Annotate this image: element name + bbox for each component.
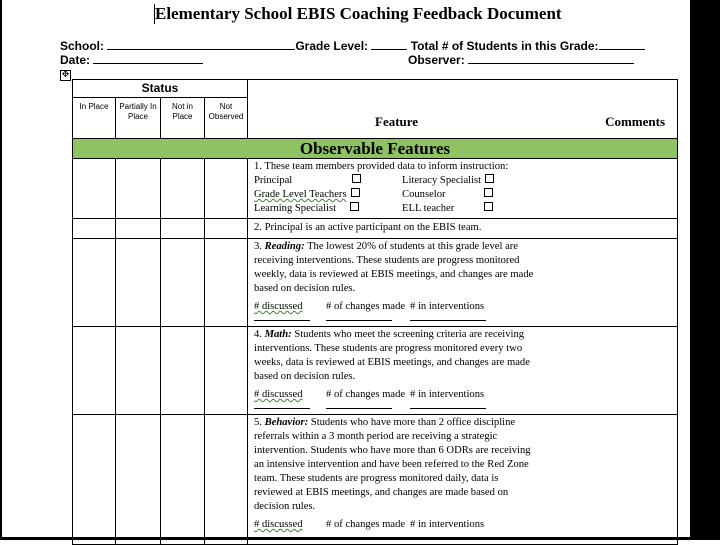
date-line	[60, 52, 203, 67]
status-cell[interactable]	[161, 219, 205, 239]
section-row	[73, 139, 678, 159]
feature-header: Feature	[375, 114, 419, 129]
school-line	[60, 38, 645, 53]
tally-fields	[254, 532, 673, 542]
status-cell[interactable]	[116, 239, 161, 327]
status-cell[interactable]	[116, 327, 161, 415]
status-cell[interactable]	[73, 415, 116, 545]
grade-label: Grade Level:	[295, 39, 369, 53]
feature-3-title: Reading:	[264, 241, 305, 252]
feature-4-paragraph: 4. Math: Students who meet the screening criteria are receiving interventions. These students are progress monitored every two weeks, data is reviewed at EBIS meetings, and changes are made based on decision rules.	[254, 329, 530, 382]
tally-field[interactable]	[254, 532, 310, 539]
feature-5-paragraph: 5. Behavior: Students who have more than 2 office discipline referrals within a 3 month period are receiving a strategic intervention. Students who have more than 6 ODRs are receiving an intensive intervention and have been referred to the Red Zone team. These students are progress monitored daily, data is reviewed at EBIS meetings, and changes are made based on decision rules.	[254, 417, 531, 512]
page-border-left	[0, 0, 2, 540]
status-cell[interactable]	[73, 219, 116, 239]
status-col-in-place: In Place	[73, 98, 116, 139]
status-header: Status	[73, 80, 248, 98]
feature-row	[73, 159, 678, 219]
document-title: Elementary School EBIS Coaching Feedback Document	[155, 4, 562, 23]
status-cell[interactable]	[205, 415, 248, 545]
total-field[interactable]	[599, 38, 645, 50]
status-cell[interactable]	[161, 239, 205, 327]
role-ell: ELL teacher	[402, 203, 455, 214]
tally-labels: # discussed # of changes made # in interventions	[254, 301, 485, 312]
role-learning: Learning Specialist	[254, 203, 337, 214]
feature-3-cell	[248, 239, 678, 327]
feature-5-text: Students who have more than 2 office discipline referrals within a 3 month period are receiving a strategic intervention. Students who have more than 6 ODRs are receiving an intensive intervention and have been referred to the Red Zone team. These students are progress monitored daily, data is reviewed at EBIS meetings, and changes are made based on decision rules.	[254, 417, 531, 512]
date-field[interactable]	[93, 52, 203, 64]
feature-5-cell	[248, 415, 678, 545]
page-border-right	[690, 0, 720, 540]
feature-row	[73, 219, 678, 239]
checkbox-literacy[interactable]	[485, 174, 494, 183]
feature-row	[73, 239, 678, 327]
tally-labels: # discussed # of changes made # in interventions	[254, 389, 485, 400]
feature-1-intro: 1. These team members provided data to inform instruction:	[254, 161, 509, 172]
tally-field[interactable]	[410, 314, 486, 321]
role-principal: Principal	[254, 175, 293, 186]
section-title: Observable Features	[73, 139, 678, 159]
feature-row	[73, 327, 678, 415]
tally-field[interactable]	[326, 532, 392, 539]
checkbox-ell[interactable]	[484, 202, 493, 211]
comments-header: Comments	[605, 114, 665, 129]
feature-4-cell	[248, 327, 678, 415]
feature-2-text: 2. Principal is an active participant on the EBIS team.	[248, 219, 678, 239]
tally-field[interactable]	[410, 402, 486, 409]
feature-3-paragraph: 3. Reading: The lowest 20% of students at this grade level are receiving interventions. These students are progress monitored weekly, data is reviewed at EBIS meetings, and changes are made based on decision rules.	[254, 241, 534, 294]
status-cell[interactable]	[73, 327, 116, 415]
tally-labels: # discussed # of changes made # in interventions	[254, 519, 485, 530]
checkbox-counselor[interactable]	[484, 188, 493, 197]
role-grade-level: Grade Level Teachers	[254, 189, 347, 200]
school-field[interactable]	[107, 38, 295, 50]
status-cell[interactable]	[161, 159, 205, 219]
status-cell[interactable]	[116, 415, 161, 545]
feature-1-cell	[248, 159, 678, 219]
feature-comments-header	[248, 80, 678, 139]
team-checklist	[254, 174, 673, 216]
role-literacy: Literacy Specialist	[402, 175, 482, 186]
status-cell[interactable]	[161, 327, 205, 415]
feature-row	[73, 415, 678, 545]
observer-field[interactable]	[468, 52, 634, 64]
tally-fields	[254, 314, 673, 324]
role-counselor: Counselor	[402, 189, 446, 200]
feature-4-title: Math:	[264, 329, 292, 340]
features-table	[72, 79, 678, 545]
status-cell[interactable]	[205, 219, 248, 239]
checkbox-learning[interactable]	[350, 202, 359, 211]
status-cell[interactable]	[116, 219, 161, 239]
tally-field[interactable]	[254, 314, 310, 321]
status-cell[interactable]	[73, 159, 116, 219]
table-move-handle-icon[interactable]: ✥	[61, 70, 70, 80]
status-cell[interactable]	[205, 239, 248, 327]
feature-3-text: The lowest 20% of students at this grade level are receiving interventions. These students are progress monitored weekly, data is reviewed at EBIS meetings, and changes are made based on decision rules.	[254, 241, 534, 294]
checkbox-principal[interactable]	[352, 174, 361, 183]
tally-field[interactable]	[326, 314, 392, 321]
status-cell[interactable]	[73, 239, 116, 327]
tally-field[interactable]	[326, 402, 392, 409]
status-cell[interactable]	[161, 415, 205, 545]
tally-fields	[254, 402, 673, 412]
checkbox-grade-level[interactable]	[351, 188, 360, 197]
status-cell[interactable]	[205, 327, 248, 415]
status-col-not-in-place: Not in Place	[161, 98, 205, 139]
observer-label: Observer:	[408, 53, 465, 67]
status-col-partially: Partially In Place	[116, 98, 161, 139]
status-cell[interactable]	[205, 159, 248, 219]
status-col-not-observed: Not Observed	[205, 98, 248, 139]
tally-field[interactable]	[410, 532, 486, 539]
total-label: Total # of Students in this Grade:	[410, 39, 599, 53]
grade-field[interactable]	[371, 38, 407, 50]
feature-5-title: Behavior:	[264, 417, 309, 428]
feature-4-text: Students who meet the screening criteria are receiving interventions. These students are progress monitored every two weeks, data is reviewed at EBIS meetings, and changes are made based on decision rules.	[254, 329, 530, 382]
date-label: Date:	[60, 53, 91, 67]
tally-field[interactable]	[254, 402, 310, 409]
observer-line	[408, 52, 634, 67]
status-cell[interactable]	[116, 159, 161, 219]
school-label: School:	[60, 39, 104, 53]
